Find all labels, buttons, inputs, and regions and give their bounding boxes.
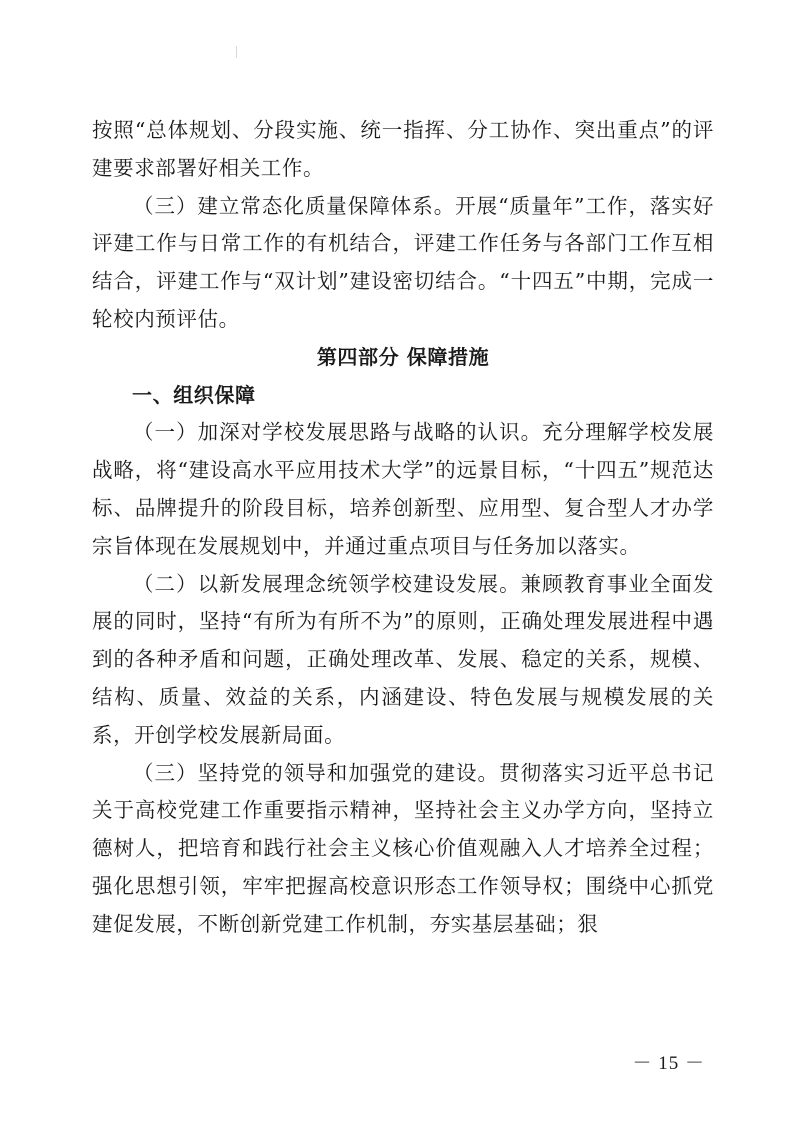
subsection-title: 一、组织保障 [132, 382, 256, 407]
paragraph-development-strategy: （一）加深对学校发展思路与战略的认识。充分理解学校发展战略，将“建设高水平应用技术大学”的远景目标，“十四五”规范达标、品牌提升的阶段目标，培养创新型、应用型、复合型人才办学宗旨体现在发展规划中，并通过重点项目与任务加以落实。 [92, 420, 714, 558]
paragraph-new-development-concept: （二）以新发展理念统领学校建设发展。兼顾教育事业全面发展的同时，坚持“有所为有所不为”的原则，正确处理发展进程中遇到的各种矛盾和问题，正确处理改革、发展、稳定的关系，规模、结构、质量、效益的关系，内涵建设、特色发展与规模发展的关系，开创学校发展新局面。 [92, 571, 714, 747]
scan-artifact [236, 46, 237, 58]
paragraph-party-leadership: （三）坚持党的领导和加强党的建设。贯彻落实习近平总书记关于高校党建工作重要指示精神，坚持社会主义办学方向，坚持立德树人，把培育和践行社会主义核心价值观融入人才培养全过程；强化思想引领，牢牢把握高校意识形态工作领导权；围绕中心抓党建促发展，不断创新党建工作机制，夯实基层基础；狠 [92, 760, 714, 936]
section-title: 第四部分 保障措施 [316, 344, 490, 369]
paragraph-continuation: 按照“总体规划、分段实施、统一指挥、分工协作、突出重点”的评建要求部署好相关工作。 [92, 118, 714, 180]
document-body [92, 112, 714, 944]
page-number: － 15 － [632, 1053, 705, 1074]
paragraph-quality-assurance: （三）建立常态化质量保障体系。开展“质量年”工作，落实好评建工作与日常工作的有机结合，评建工作任务与各部门工作互相结合，评建工作与“双计划”建设密切结合。“十四五”中期，完成一轮校内预评估。 [92, 193, 714, 331]
